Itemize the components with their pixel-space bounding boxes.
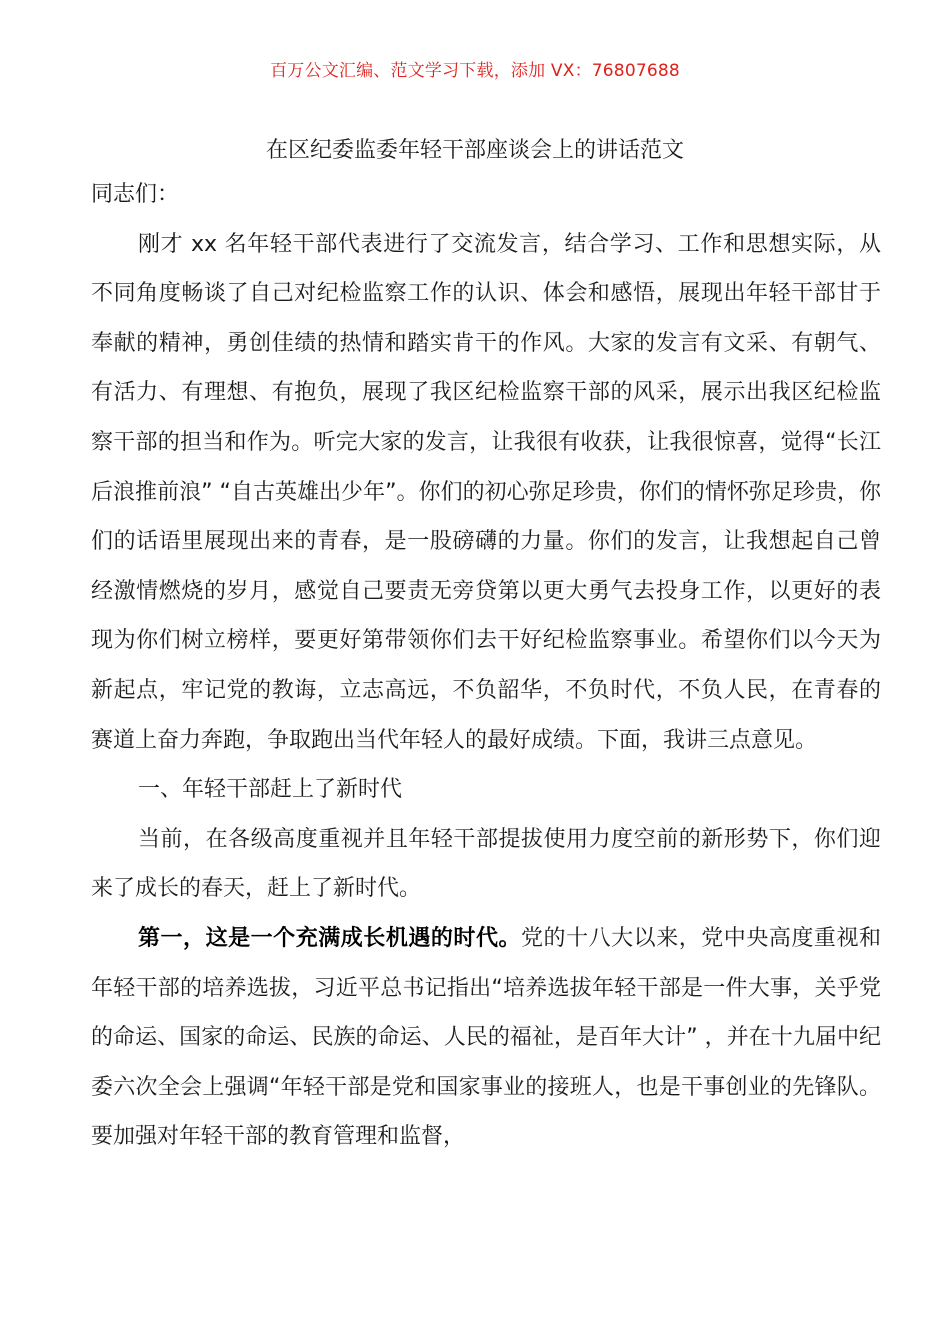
document-body <box>91 170 881 1162</box>
paragraph-context: 当前，在各级高度重视并且年轻干部提拔使用力度空前的新形势下，你们迎来了成长的春天，赶上了新时代。 <box>91 826 881 902</box>
watermark-banner: 百万公文汇编、范文学习下载，添加 VX：76807688 <box>270 61 680 81</box>
first-point-text: 党的十八大以来，党中央高度重视和年轻干部的培养选拔，习近平总书记指出“培养选拔年轻干部是一件大事，关乎党的命运、国家的命运、民族的命运、人民的福祉，是百年大计” ，并在十九届中纪委六次全会上强调“年轻干部是党和国家事业的接班人，也是干事创业的先锋队。要加强对年轻干部的教育管理和监督， <box>91 925 881 1150</box>
paragraph-first-point <box>91 914 881 1162</box>
paragraph-opening: 刚才 xx 名年轻干部代表进行了交流发言，结合学习、工作和思想实际，从不同角度畅谈了自己对纪检监察工作的认识、体会和感悟，展现出年轻干部甘于奉献的精神，勇创佳绩的热情和踏实肯干的作风。大家的发言有文采、有朝气、有活力、有理想、有抱负，展现了我区纪检监察干部的风采，展示出我区纪检监察干部的担当和作为。听完大家的发言，让我很有收获，让我很惊喜，觉得“长江后浪推前浪” “自古英雄出少年”。你们的初心弥足珍贵，你们的情怀弥足珍贵，你们的话语里展现出来的青春，是一股磅礴的力量。你们的发言，让我想起自己曾经激情燃烧的岁月，感觉自己要责无旁贷第以更大勇气去投身工作，以更好的表现为你们树立榜样，要更好第带领你们去干好纪检监察事业。希望你们以今天为新起点，牢记党的教诲，立志高远，不负韶华，不负时代，不负人民，在青春的赛道上奋力奔跑，争取跑出当代年轻人的最好成绩。下面，我讲三点意见。 <box>91 231 881 753</box>
salutation: 同志们： <box>91 182 180 207</box>
document-title: 在区纪委监委年轻干部座谈会上的讲话范文 <box>265 138 684 163</box>
section-heading: 一、年轻干部赶上了新时代 <box>138 777 403 803</box>
first-point-lead: 第一，这是一个充满成长机遇的时代。 <box>138 925 522 951</box>
